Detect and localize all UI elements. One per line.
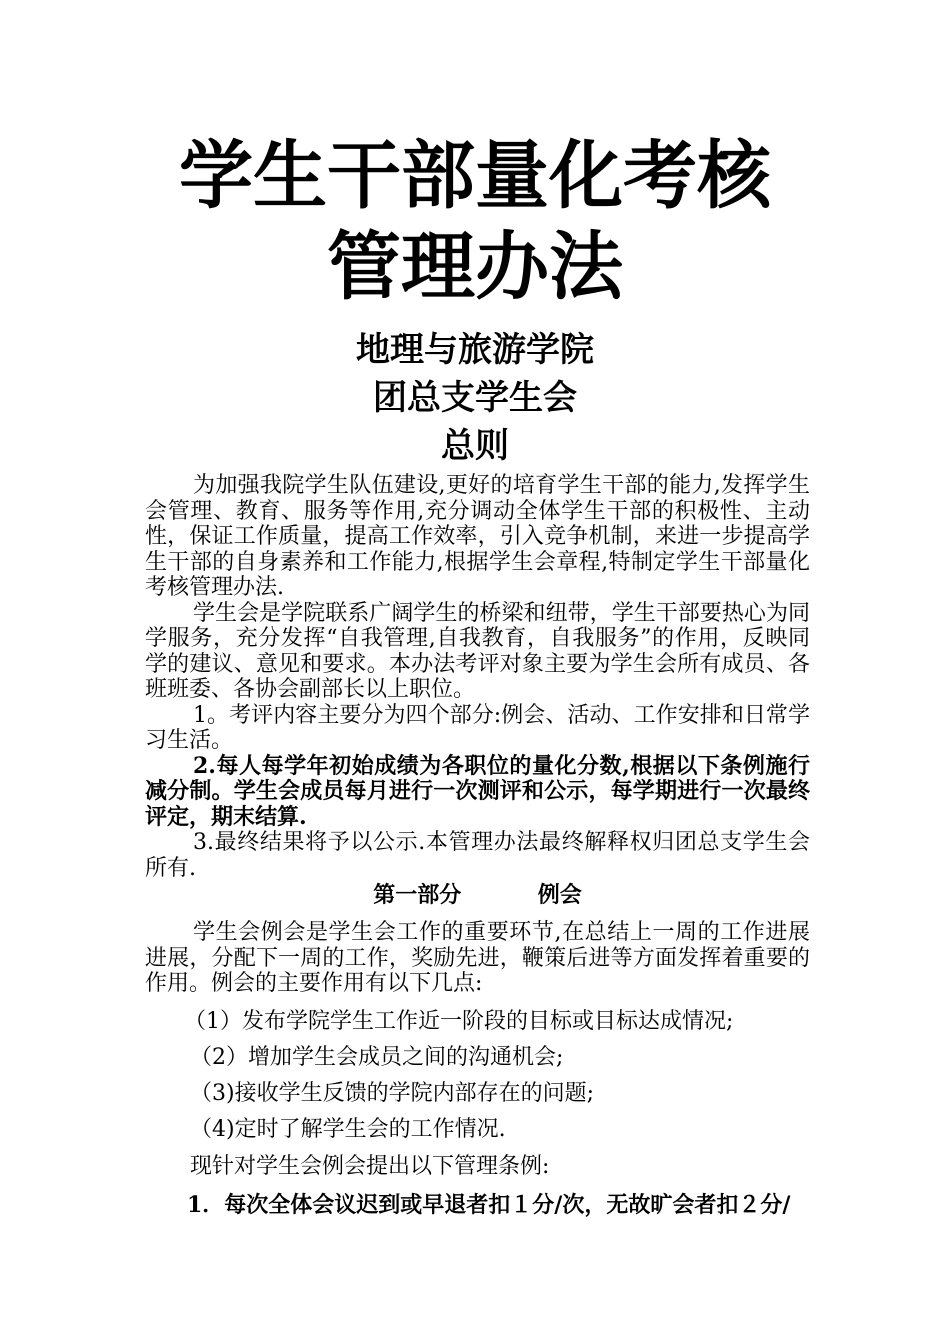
- document-title-line-2: 管理办法: [327, 224, 623, 310]
- document-title-line-1: 学生干部量化考核: [179, 133, 771, 219]
- intro-item-1: 1。考评内容主要分为四个部分:例会、活动、工作安排和日常学习生活。: [145, 702, 810, 753]
- meeting-rule-1: 1．每次全体会议迟到或早退者扣１分/次，无故旷会者扣２分/: [187, 1192, 791, 1218]
- intro-item-3: 3.最终结果将予以公示.本管理办法最终解释权归团总支学生会所有.: [145, 830, 810, 881]
- section-1-paragraph: 学生会例会是学生会工作的重要环节,在总结上一周的工作进展进展，分配下一周的工作，奖励先进，鞭策后进等方面发挥着重要的作用。例会的主要作用有以下几点:: [145, 920, 810, 996]
- rules-intro: 现针对学生会例会提出以下管理条例:: [190, 1154, 550, 1179]
- intro-section: [145, 473, 810, 881]
- organization-name: 团总支学生会: [373, 378, 577, 418]
- intro-paragraph-2: 学生会是学院联系广阔学生的桥梁和纽带，学生干部要热心为同学服务，充分发挥“自我管理,自我教育，自我服务”的作用，反映同学的建议、意见和要求。本办法考评对象主要为学生会所有成员、各班班委、各协会副部长以上职位。: [145, 600, 810, 702]
- meeting-purpose-item-4: （4)定时了解学生会的工作情况.: [190, 1117, 506, 1142]
- section-1-heading: 第一部分 例会: [373, 882, 582, 908]
- section-1-intro: [145, 920, 810, 997]
- meeting-purpose-item-3: （3)接收学生反馈的学院内部存在的问题;: [190, 1081, 594, 1106]
- intro-paragraph-1: 为加强我院学生队伍建设,更好的培育学生干部的能力,发挥学生会管理、教育、服务等作用,充分调动全体学生干部的积极性、主动性，保证工作质量，提高工作效率，引入竞争机制，来进一步提高学生干部的自身素养和工作能力,根据学生会章程,特制定学生干部量化考核管理办法.: [145, 473, 810, 600]
- intro-item-2: 2.每人每学年初始成绩为各职位的量化分数,根据以下条例施行减分制。学生会成员每月进行一次测评和公示，每学期进行一次最终评定，期末结算.: [145, 752, 810, 830]
- meeting-purpose-item-2: （2）增加学生会成员之间的沟通机会;: [190, 1045, 564, 1070]
- college-name: 地理与旅游学院: [356, 330, 594, 370]
- meeting-purpose-item-1: （1）发布学院学生工作近一阶段的目标或目标达成情况;: [184, 1009, 734, 1034]
- general-provisions-heading: 总则: [441, 426, 509, 466]
